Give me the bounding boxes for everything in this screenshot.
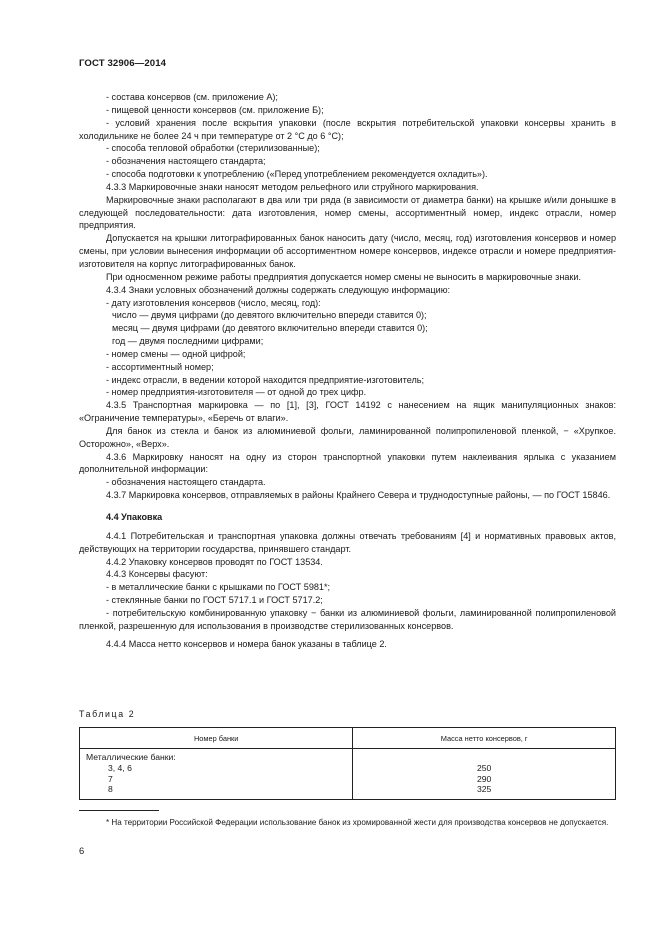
column-header-net-mass: Масса нетто консервов, г [353, 728, 616, 749]
paragraph: Маркировочные знаки располагают в два или три ряда (в зависимости от диаметра банки) на крышке и/или донышке в следующей последовательности: дата изготовления, номер смены, ассортиментный номер, индекс отрасли, номер предприятия. [79, 194, 616, 231]
list-item: - дату изготовления консервов (число, месяц, год): [106, 297, 321, 308]
paragraph: Для банок из стекла и банок из алюминиевой фольги, ламинированной полипропиленовой пленкой, − «Хрупкое. Осторожно», «Верх». [79, 425, 616, 449]
table-header-row [80, 728, 616, 749]
list-item: - номер смены — одной цифрой; [106, 348, 246, 359]
column-header-can-number: Номер банки [80, 728, 353, 749]
list-item: - обозначения настоящего стандарта. [106, 477, 266, 488]
clause-4-4-4: 4.4.4 Масса нетто консервов и номера банок указаны в таблице 2. [106, 638, 387, 649]
clause-4-3-5: 4.3.5 Транспортная маркировка — по [1], [3], ГОСТ 14192 с нанесением на ящик манипуляционных знаков: «Ограничение температуры», «Беречь от влаги». [79, 400, 616, 424]
table-2 [79, 727, 616, 800]
clause-4-3-6: 4.3.6 Маркировку наносят на одну из сторон транспортной упаковки путем наклеивания ярлыка с указанием дополнительной информации: [79, 451, 616, 475]
can-number-cell [80, 749, 353, 800]
list-item: - индекс отрасли, в ведении которой находится предприятие-изготовитель; [106, 374, 425, 385]
clause-4-4-2: 4.4.2 Упаковку консервов проводят по ГОСТ 13534. [106, 556, 323, 567]
footnote: * На территории Российской Федерации использование банок из хромированной жести для производства консервов не допускается. [106, 818, 609, 827]
row-label: 8 [108, 784, 113, 795]
sub-list-item: число — двумя цифрами (до девятого включительно впереди ставится 0); [112, 310, 427, 321]
clause-4-3-3: 4.3.3 Маркировочные знаки наносят методом рельефного или струйного маркирования. [106, 181, 479, 192]
page-body [79, 91, 616, 650]
net-mass-cell [353, 749, 616, 800]
list-item: - пищевой ценности консервов (см. приложение Б); [106, 104, 324, 115]
table-caption: Таблица 2 [79, 709, 136, 719]
table-row [80, 749, 616, 800]
list-item: - способа тепловой обработки (стерилизованные); [106, 143, 320, 154]
sub-list-item: год — двумя последними цифрами; [112, 336, 264, 347]
list-item: - стеклянные банки по ГОСТ 5717.1 и ГОСТ 5717.2; [106, 595, 323, 606]
page-number: 6 [79, 845, 85, 856]
list-item: - способа подготовки к употреблению («Перед употреблением рекомендуется охладить»). [106, 169, 488, 180]
row-value: 250 [477, 762, 492, 773]
list-item: - обозначения настоящего стандарта; [106, 156, 266, 167]
section-heading-4-4: 4.4 Упаковка [106, 512, 163, 522]
list-item: - номер предприятия-изготовителя — от одной до трех цифр. [106, 387, 367, 398]
clause-4-3-4: 4.3.4 Знаки условных обозначений должны содержать следующую информацию: [106, 284, 451, 295]
list-item: - состава консервов (см. приложение А); [106, 92, 278, 102]
paragraph: Допускается на крышки литографированных банок наносить дату (число, месяц, год) изготовления консервов и номер смены, при условии вынесения информации об ассортиментном номере консервов, индексе отрасли и номере предприятия-изготовителя на корпус литографированных банок. [79, 233, 616, 269]
sub-list-item: месяц — двумя цифрами (до девятого включительно впереди ставится 0); [112, 323, 428, 334]
list-item: - ассортиментный номер; [106, 361, 214, 372]
list-item: - в металлические банки с крышками по ГОСТ 5981*; [106, 582, 331, 593]
paragraph: При односменном режиме работы предприятия допускается номер смены не выносить в маркировочные знаки. [106, 271, 581, 282]
footnote-separator [79, 810, 159, 811]
row-label: Металлические банки: [86, 752, 176, 762]
clause-4-3-7: 4.3.7 Маркировка консервов, отправляемых в районы Крайнего Севера и труднодоступные районы, — по ГОСТ 15846. [106, 490, 611, 501]
page-header: ГОСТ 32906—2014 [79, 58, 167, 69]
list-item: - потребительскую комбинированную упаковку − банки из алюминиевой фольги, ламинированной полипропиленовой пленкой, разрешенную для использования в производстве стерилизованных консервов. [79, 607, 616, 631]
row-value: 325 [477, 784, 492, 795]
clause-4-4-3: 4.4.3 Консервы фасуют: [106, 569, 208, 580]
row-value: 290 [477, 773, 492, 784]
row-label: 7 [108, 773, 113, 784]
list-item: - условий хранения после вскрытия упаковки (после вскрытия потребительской упаковки консервы хранить в холодильнике не более 24 ч при температуре от 2 °С до 6 °С); [79, 117, 616, 141]
clause-4-4-1: 4.4.1 Потребительская и транспортная упаковка должны отвечать требованиям [4] и нормативных правовых актов, действующих на территории государства, принявшего стандарт. [79, 530, 616, 554]
row-label: 3, 4, 6 [108, 762, 132, 773]
